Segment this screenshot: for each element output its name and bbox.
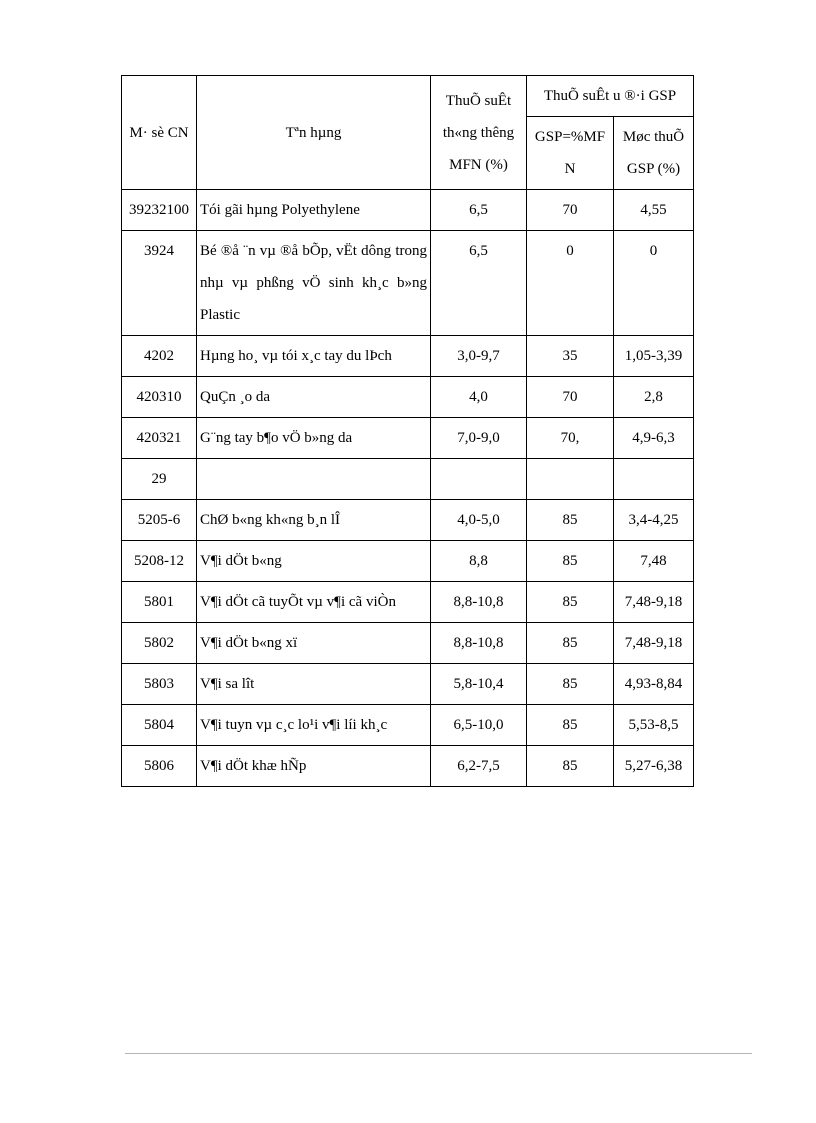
cell-mfn: 8,8 [431,541,527,582]
cell-name: G¨ng tay b¶o vÖ b»ng da [197,418,431,459]
cell-gsp-rate: 4,9-6,3 [614,418,694,459]
cell-code: 5806 [122,746,197,787]
cell-name: V¶i tuyn vµ c¸c lo¹i v¶i líi kh¸c [197,705,431,746]
cell-name: Tói gãi hµng Polyethylene [197,190,431,231]
cell-gsp-rate: 5,53-8,5 [614,705,694,746]
header-gsp-rate: Møc thuÕ GSP (%) [614,117,694,190]
table-row [122,500,694,541]
cell-name: ChØ b«ng kh«ng b¸n lÎ [197,500,431,541]
header-gsp-ratio: GSP=%MFN [527,117,614,190]
cell-gsp-rate: 1,05-3,39 [614,336,694,377]
cell-gsp-ratio: 35 [527,336,614,377]
cell-gsp-rate: 0 [614,231,694,336]
table-row [122,623,694,664]
cell-gsp-rate: 4,93-8,84 [614,664,694,705]
cell-mfn: 6,2-7,5 [431,746,527,787]
cell-gsp-ratio: 70 [527,190,614,231]
cell-gsp-ratio: 70, [527,418,614,459]
table-row [122,459,694,500]
cell-mfn: 6,5 [431,231,527,336]
cell-gsp-ratio: 85 [527,746,614,787]
cell-mfn: 8,8-10,8 [431,582,527,623]
cell-mfn: 6,5 [431,190,527,231]
tariff-table [121,75,694,787]
cell-gsp-ratio: 85 [527,582,614,623]
table-row [122,541,694,582]
cell-code: 5802 [122,623,197,664]
header-name: Tªn hµng [197,76,431,190]
cell-gsp-rate: 7,48 [614,541,694,582]
cell-name: QuÇn ¸o da [197,377,431,418]
cell-code: 3924 [122,231,197,336]
cell-mfn: 3,0-9,7 [431,336,527,377]
cell-gsp-rate: 2,8 [614,377,694,418]
cell-mfn [431,459,527,500]
cell-name: Hµng ho¸ vµ tói x¸c tay du lÞch [197,336,431,377]
cell-mfn: 4,0-5,0 [431,500,527,541]
cell-name: V¶i dÖt khæ hÑp [197,746,431,787]
cell-gsp-ratio: 85 [527,500,614,541]
table-row [122,377,694,418]
cell-code: 420310 [122,377,197,418]
cell-code: 39232100 [122,190,197,231]
table-row [122,231,694,336]
cell-gsp-rate [614,459,694,500]
cell-gsp-ratio: 85 [527,664,614,705]
cell-name: Bé ®å ¨n vµ ®å bÕp, vËt dông trong nhµ vµ phßng vÖ sinh kh¸c b»ng Plastic [197,231,431,336]
table-row [122,582,694,623]
cell-gsp-ratio: 85 [527,705,614,746]
cell-name: V¶i sa lît [197,664,431,705]
cell-gsp-ratio: 70 [527,377,614,418]
cell-mfn: 6,5-10,0 [431,705,527,746]
cell-code: 5208-12 [122,541,197,582]
cell-gsp-ratio: 0 [527,231,614,336]
cell-code: 29 [122,459,197,500]
cell-name: V¶i dÖt b«ng xï [197,623,431,664]
table-row [122,336,694,377]
cell-name [197,459,431,500]
header-code: M· sè CN [122,76,197,190]
table-row [122,418,694,459]
cell-gsp-rate: 7,48-9,18 [614,582,694,623]
cell-gsp-rate: 3,4-4,25 [614,500,694,541]
cell-mfn: 5,8-10,4 [431,664,527,705]
cell-mfn: 8,8-10,8 [431,623,527,664]
cell-gsp-ratio [527,459,614,500]
cell-gsp-ratio: 85 [527,541,614,582]
cell-code: 5804 [122,705,197,746]
footer-rule [125,1053,752,1054]
cell-code: 5803 [122,664,197,705]
cell-gsp-ratio: 85 [527,623,614,664]
cell-name: V¶i dÖt b«ng [197,541,431,582]
cell-code: 5801 [122,582,197,623]
header-mfn: ThuÕ suÊt th«ng thêng MFN (%) [431,76,527,190]
cell-mfn: 4,0 [431,377,527,418]
cell-gsp-rate: 5,27-6,38 [614,746,694,787]
cell-gsp-rate: 4,55 [614,190,694,231]
table-row [122,664,694,705]
cell-code: 5205-6 [122,500,197,541]
cell-code: 420321 [122,418,197,459]
header-gsp-group: ThuÕ suÊt u ®·i GSP [527,76,694,117]
table-row [122,705,694,746]
cell-name: V¶i dÖt cã tuyÕt vµ v¶i cã viÒn [197,582,431,623]
table-row [122,746,694,787]
header-row [122,76,694,117]
cell-code: 4202 [122,336,197,377]
table-row [122,190,694,231]
cell-mfn: 7,0-9,0 [431,418,527,459]
cell-gsp-rate: 7,48-9,18 [614,623,694,664]
table-body [122,190,694,787]
